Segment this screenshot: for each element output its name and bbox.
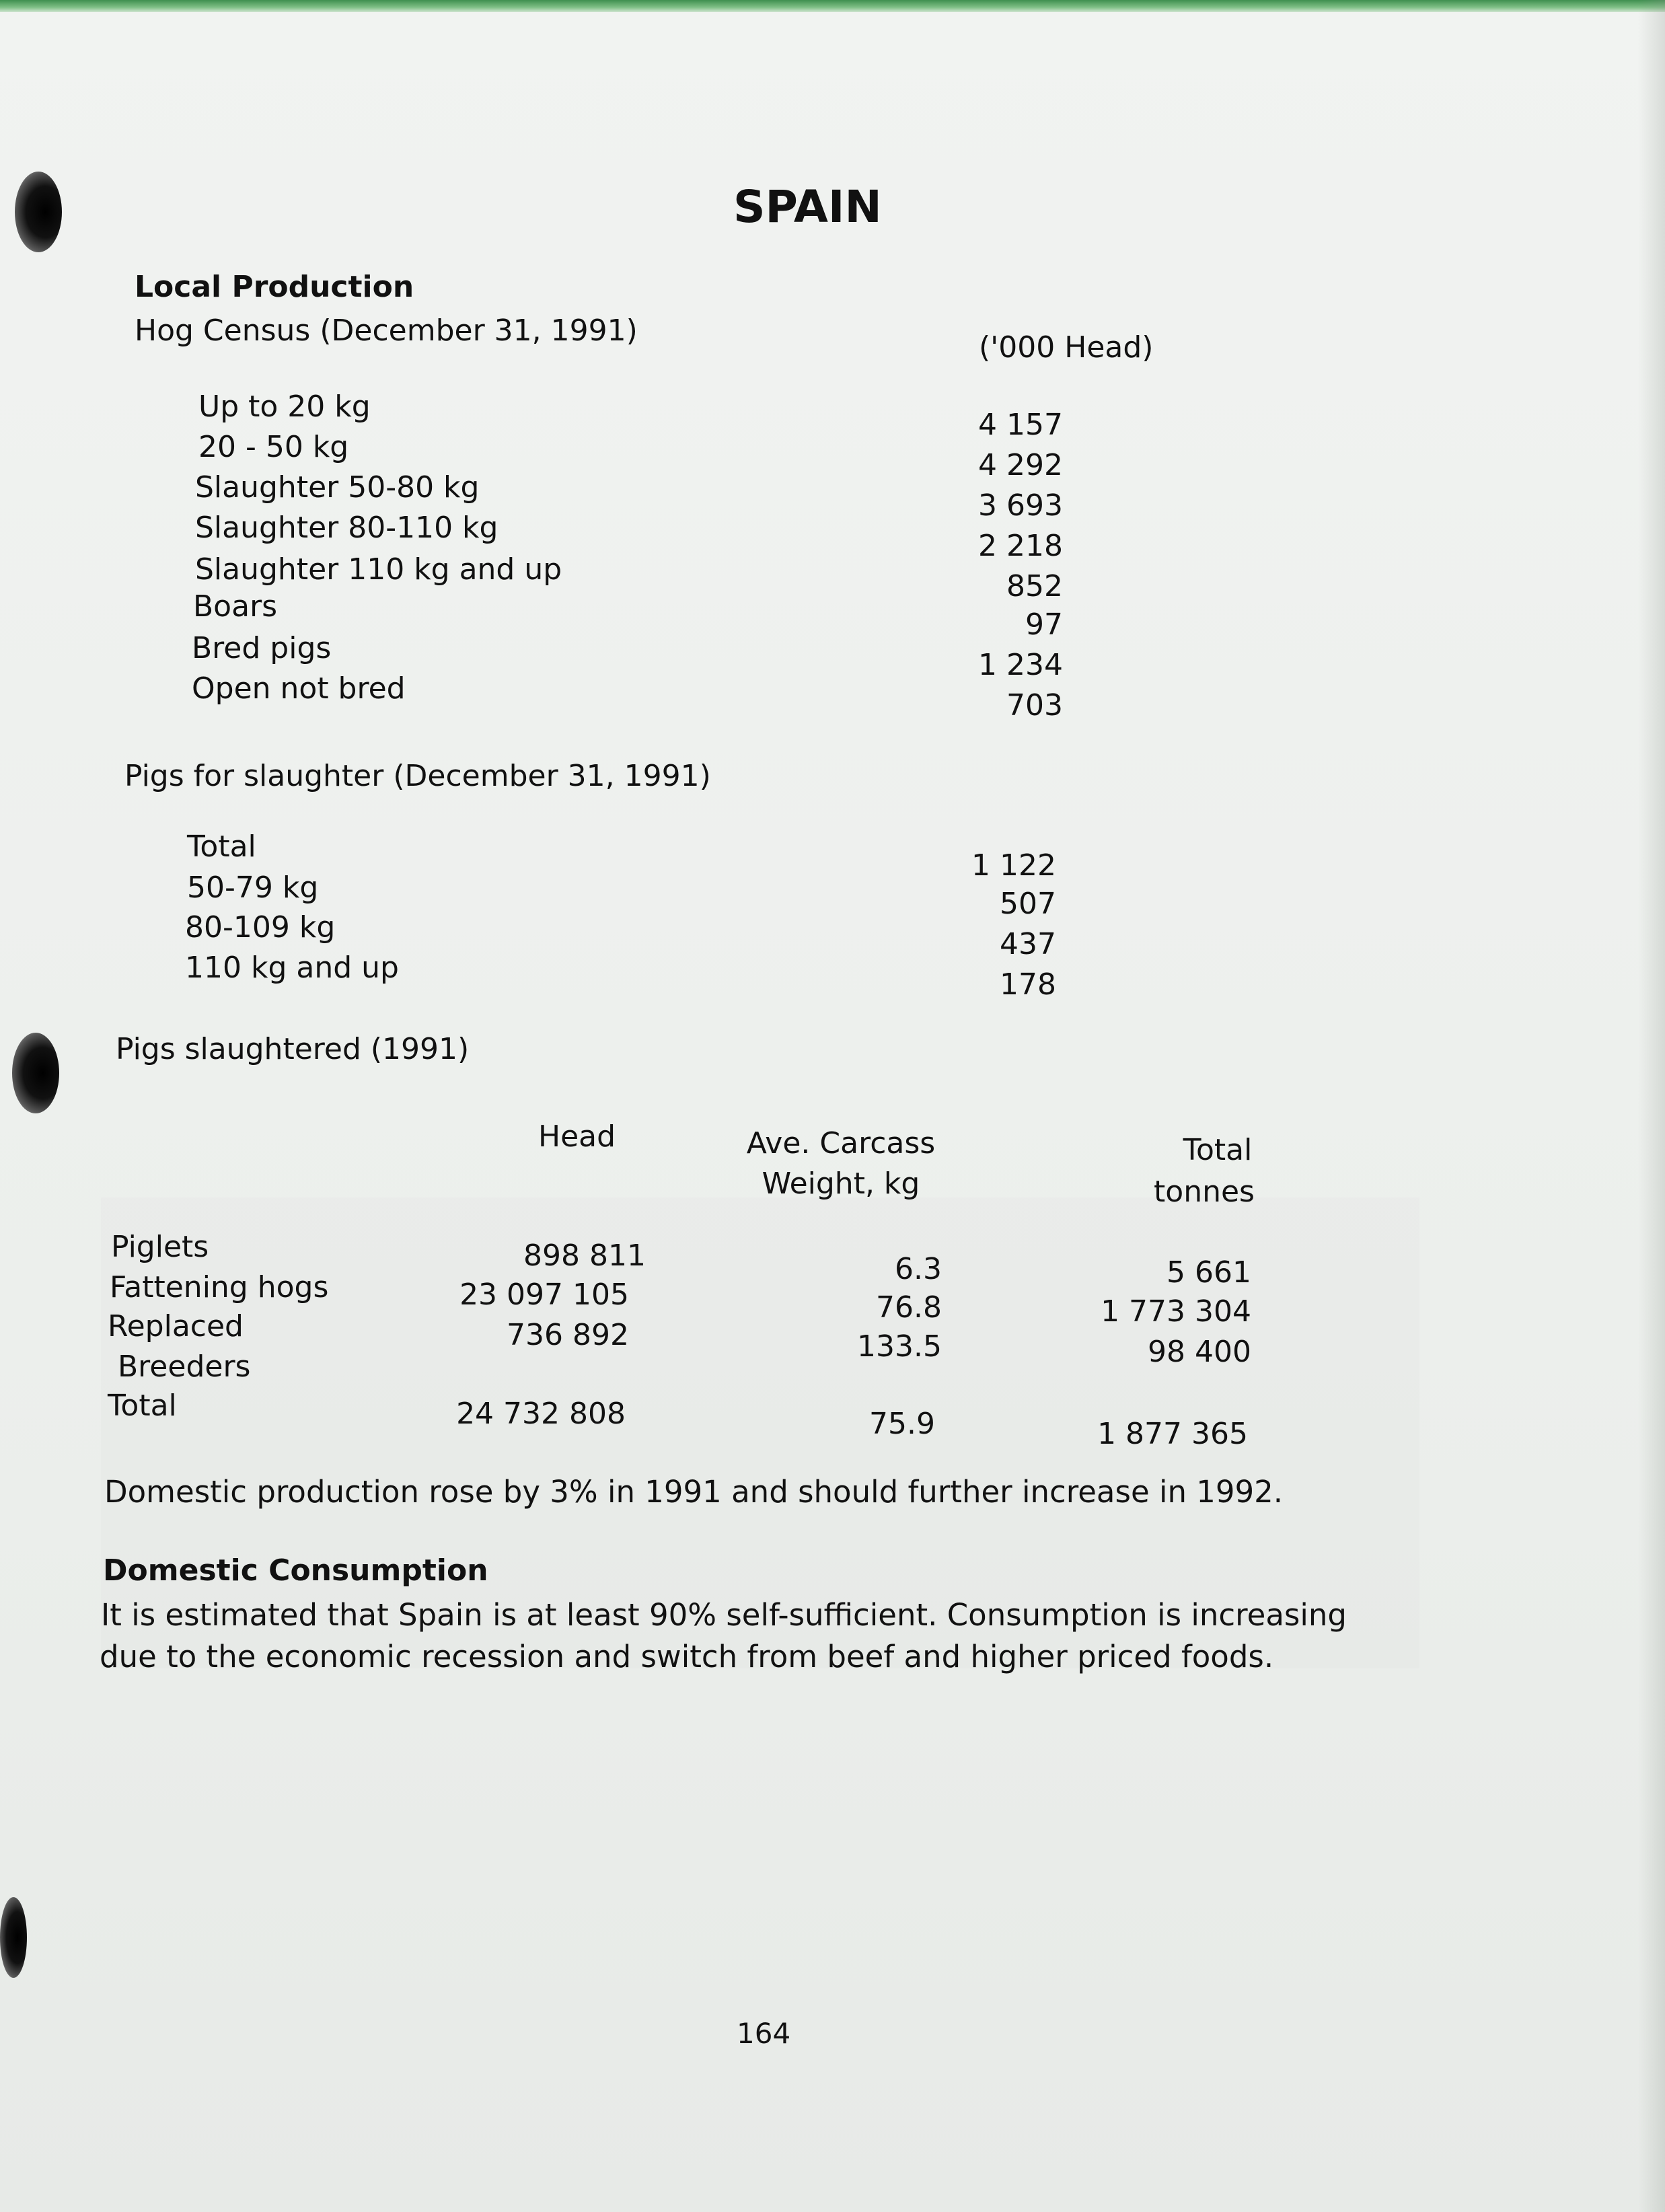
domestic-consumption-text: It is estimated that Spain is at least 90% self-sufficient. Consumption is increasing	[101, 1597, 1347, 1633]
table-row-value: 178	[1000, 967, 1056, 1002]
table-row-value: 703	[1006, 688, 1063, 723]
table-row-label: Slaughter 50-80 kg	[195, 470, 480, 505]
pigs-slaughtered-title: Pigs slaughtered (1991)	[116, 1032, 470, 1066]
table-cell-head: 24 732 808	[456, 1397, 626, 1431]
table-row-label: 50-79 kg	[187, 871, 319, 905]
table-row-label: Slaughter 80-110 kg	[195, 511, 498, 545]
table-cell-head: 23 097 105	[459, 1278, 629, 1312]
table-cell-weight: 76.8	[876, 1290, 942, 1325]
table-cell-weight: 133.5	[857, 1329, 942, 1364]
column-header-carcass: Weight, kg	[762, 1167, 920, 1201]
table-cell-weight: 75.9	[869, 1407, 935, 1441]
table-row-label: Fattening hogs	[110, 1270, 329, 1304]
table-row-value: 97	[1025, 607, 1063, 642]
column-header-carcass: Ave. Carcass	[746, 1126, 936, 1160]
column-header-head: Head	[538, 1119, 616, 1154]
table-row-label: 20 - 50 kg	[198, 430, 349, 464]
table-row-label: Piglets	[111, 1230, 209, 1264]
domestic-consumption-heading: Domestic Consumption	[103, 1553, 488, 1588]
table-row-label: Total	[108, 1389, 177, 1423]
table-row-label: Slaughter 110 kg and up	[195, 552, 562, 587]
domestic-production-note: Domestic production rose by 3% in 1991 and should further increase in 1992.	[104, 1474, 1284, 1510]
table-cell-tonnes: 98 400	[1148, 1335, 1251, 1369]
table-row-label: Replaced	[108, 1309, 244, 1343]
table-row-value: 507	[1000, 887, 1056, 921]
table-row-value: 4 157	[978, 408, 1063, 442]
pigs-for-slaughter-title: Pigs for slaughter (December 31, 1991)	[124, 759, 711, 793]
column-header-total: Total	[1183, 1133, 1253, 1167]
table-row-value: 437	[1000, 927, 1056, 961]
domestic-consumption-text: due to the economic recession and switch from beef and higher priced foods.	[100, 1639, 1274, 1674]
table-row-label: Total	[187, 830, 256, 864]
binder-hole-bottom	[0, 1897, 27, 1978]
table-row-label: Boars	[193, 589, 278, 624]
table-cell-head: 898 811	[523, 1239, 646, 1273]
table-row-value: 4 292	[978, 448, 1063, 482]
hog-census-title: Hog Census (December 31, 1991)	[135, 314, 638, 348]
table-row-value: 1 122	[971, 848, 1056, 883]
hog-census-unit: ('000 Head)	[979, 330, 1154, 365]
table-row-value: 2 218	[978, 529, 1063, 563]
table-cell-tonnes: 5 661	[1167, 1255, 1251, 1290]
column-header-total: tonnes	[1154, 1175, 1255, 1209]
table-row-value: 3 693	[978, 488, 1063, 523]
table-row-label: Bred pigs	[192, 631, 332, 665]
table-row-value: 1 234	[978, 648, 1063, 682]
table-row-label: 80-109 kg	[185, 910, 336, 945]
table-row-label: Open not bred	[192, 671, 406, 706]
table-cell-tonnes: 1 773 304	[1101, 1294, 1251, 1329]
page-top-edge	[0, 0, 1665, 12]
page-right-shadow	[1638, 0, 1665, 2212]
local-production-heading: Local Production	[135, 270, 414, 304]
table-cell-weight: 6.3	[895, 1252, 942, 1286]
page-title: SPAIN	[733, 181, 882, 233]
binder-hole-top	[15, 172, 62, 252]
table-cell-tonnes: 1 877 365	[1097, 1417, 1248, 1451]
table-row-value: 852	[1006, 569, 1063, 603]
table-row-label: Breeders	[118, 1350, 251, 1384]
table-row-label: Up to 20 kg	[198, 390, 371, 424]
binder-hole-middle	[12, 1033, 59, 1113]
page-number: 164	[737, 2017, 791, 2050]
table-row-label: 110 kg and up	[185, 951, 399, 985]
table-cell-head: 736 892	[507, 1318, 629, 1352]
